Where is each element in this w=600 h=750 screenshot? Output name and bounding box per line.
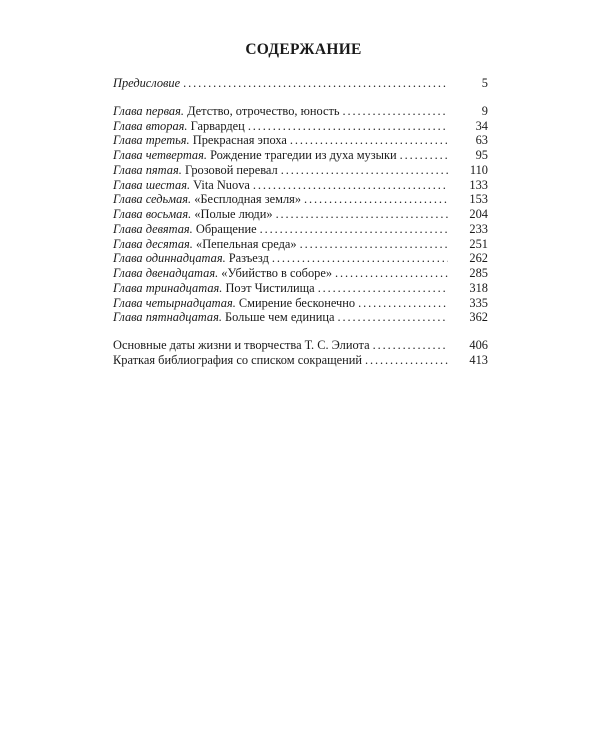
toc-entry-title: Смирение бесконечно bbox=[235, 295, 356, 310]
toc-dot-leader bbox=[338, 310, 449, 325]
toc-entry-title: Основные даты жизни и творчества Т. С. Элиота bbox=[113, 338, 370, 352]
toc-entry-chapter-number: Глава четвертая. bbox=[113, 148, 207, 162]
toc-dot-leader bbox=[276, 207, 448, 222]
toc-dot-leader bbox=[373, 338, 448, 353]
toc-appendix-block bbox=[113, 338, 488, 368]
toc-entry-title: «Пепельная среда» bbox=[192, 236, 297, 251]
toc-entry-label bbox=[113, 76, 180, 91]
toc-entry-label bbox=[113, 281, 315, 296]
toc-entry-appendix bbox=[113, 353, 488, 368]
toc-entry-page-number: 63 bbox=[475, 133, 488, 148]
toc-page bbox=[113, 40, 488, 368]
toc-title: СОДЕРЖАНИЕ bbox=[245, 41, 362, 58]
toc-entry-page-number: 95 bbox=[475, 148, 488, 162]
toc-entry-page-number: 413 bbox=[469, 352, 488, 367]
toc-entry-page-number: 285 bbox=[469, 266, 488, 280]
toc-entry-chapter-number: Глава первая. bbox=[113, 103, 184, 118]
toc-entry-chapter bbox=[113, 163, 488, 178]
toc-chapters-block bbox=[113, 104, 488, 325]
toc-entry-title: Рождение трагедии из духа музыки bbox=[206, 148, 397, 162]
toc-entry-chapter bbox=[113, 266, 488, 281]
toc-entry-title: «Бесплодная земля» bbox=[191, 192, 302, 207]
toc-entry-chapter bbox=[113, 251, 488, 266]
toc-entry-chapter bbox=[113, 296, 488, 311]
toc-dot-leader bbox=[335, 266, 448, 281]
toc-entry-title: Гарвардец bbox=[187, 118, 245, 133]
toc-entry-label bbox=[113, 104, 340, 119]
toc-entry-page-number: 204 bbox=[469, 207, 488, 221]
toc-entry-page-number: 233 bbox=[469, 221, 488, 236]
toc-entry-title: «Убийство в соборе» bbox=[218, 266, 333, 280]
toc-entry-page-number: 318 bbox=[469, 280, 488, 295]
toc-entry-label bbox=[113, 296, 355, 311]
toc-dot-leader bbox=[253, 178, 448, 193]
toc-entry-label bbox=[113, 163, 278, 178]
toc-entry-page-number: 406 bbox=[469, 338, 488, 352]
toc-gap bbox=[113, 91, 488, 104]
toc-dot-leader bbox=[365, 353, 448, 368]
toc-entry-chapter bbox=[113, 222, 488, 237]
toc-entry-chapter-number: Глава одиннадцатая. bbox=[113, 251, 226, 266]
toc-dot-leader bbox=[260, 222, 448, 237]
toc-entry-page-number: 251 bbox=[469, 236, 488, 251]
toc-entry-title: Прекрасная эпоха bbox=[189, 133, 287, 148]
toc-entry-page-number: 335 bbox=[469, 295, 488, 310]
toc-dot-leader bbox=[290, 133, 448, 148]
toc-entry-chapter bbox=[113, 178, 488, 193]
toc-entry-page-number: 153 bbox=[469, 192, 488, 207]
toc-entry-appendix bbox=[113, 338, 488, 353]
toc-dot-leader bbox=[183, 76, 448, 91]
toc-entry-chapter bbox=[113, 148, 488, 163]
toc-entry-title: Поэт Чистилища bbox=[222, 280, 315, 295]
toc-dot-leader bbox=[343, 104, 448, 119]
toc-entry-chapter-number: Глава десятая. bbox=[113, 236, 193, 251]
toc-entry-chapter-number: Глава восьмая. bbox=[113, 207, 192, 221]
toc-entry-label bbox=[113, 192, 301, 207]
toc-entry-title: Краткая библиография со списком сокращений bbox=[113, 352, 363, 367]
toc-dot-leader bbox=[300, 237, 448, 252]
toc-entry-title: Обращение bbox=[192, 221, 257, 236]
toc-entry-page-number: 262 bbox=[469, 251, 488, 266]
toc-entry-chapter bbox=[113, 192, 488, 207]
toc-entry-chapter-number: Глава вторая. bbox=[113, 118, 188, 133]
toc-entry-label bbox=[113, 148, 397, 163]
toc-dot-leader bbox=[281, 163, 448, 178]
toc-entry-label bbox=[113, 310, 335, 325]
toc-entry-label bbox=[113, 178, 250, 193]
toc-entry-chapter bbox=[113, 281, 488, 296]
toc-entry-chapter-number: Глава двенадцатая. bbox=[113, 266, 219, 280]
toc-dot-leader bbox=[272, 251, 448, 266]
toc-entry-title: Грозовой перевал bbox=[181, 162, 278, 177]
toc-entry-label bbox=[113, 222, 257, 237]
toc-entry-title: Детство, отрочество, юность bbox=[183, 103, 340, 118]
toc-dot-leader bbox=[400, 148, 448, 163]
toc-entry-label bbox=[113, 207, 273, 222]
toc-entry-label bbox=[113, 353, 362, 368]
toc-entry-chapter bbox=[113, 237, 488, 252]
toc-entry-chapter-number: Глава девятая. bbox=[113, 221, 193, 236]
toc-entry-label bbox=[113, 266, 332, 281]
toc-entry-preface bbox=[113, 76, 488, 91]
toc-entry-chapter bbox=[113, 310, 488, 325]
toc-entry-page-number: 133 bbox=[469, 177, 488, 192]
toc-entry-label bbox=[113, 119, 245, 134]
toc-entry-chapter-number: Глава тринадцатая. bbox=[113, 280, 223, 295]
toc-entry-label bbox=[113, 133, 287, 148]
toc-entry-page-number: 362 bbox=[469, 310, 488, 325]
toc-dot-leader bbox=[304, 192, 448, 207]
toc-dot-leader bbox=[358, 296, 448, 311]
toc-entry-title: Vita Nuova bbox=[190, 177, 250, 192]
toc-entry-page-number: 34 bbox=[475, 118, 488, 133]
toc-entry-page-number: 9 bbox=[481, 103, 488, 118]
toc-entry-title: «Полые люди» bbox=[191, 207, 273, 221]
toc-entry-label bbox=[113, 338, 370, 353]
toc-dot-leader bbox=[248, 119, 448, 134]
toc-entry-title: Разъезд bbox=[225, 251, 269, 266]
toc-gap bbox=[113, 325, 488, 338]
toc-entry-chapter bbox=[113, 104, 488, 119]
toc-entry-title: Больше чем единица bbox=[221, 310, 335, 325]
toc-dot-leader bbox=[318, 281, 448, 296]
toc-entry-page-number: 5 bbox=[481, 76, 488, 90]
toc-entry-chapter-number: Глава третья. bbox=[113, 133, 190, 148]
toc-entry-chapter bbox=[113, 207, 488, 222]
toc-entry-label bbox=[113, 237, 297, 252]
toc-entry-label bbox=[113, 251, 269, 266]
toc-entry-chapter-number: Предисловие bbox=[113, 76, 181, 90]
toc-entry-chapter bbox=[113, 133, 488, 148]
toc-entry-chapter-number: Глава четырнадцатая. bbox=[113, 295, 236, 310]
toc-entry-chapter-number: Глава пятнадцатая. bbox=[113, 310, 222, 325]
toc-entry-chapter bbox=[113, 119, 488, 134]
toc-entry-chapter-number: Глава пятая. bbox=[113, 162, 182, 177]
toc-entry-chapter-number: Глава шестая. bbox=[113, 177, 191, 192]
toc-preface-block bbox=[113, 76, 488, 91]
toc-entry-page-number: 110 bbox=[469, 162, 488, 177]
toc-entry-chapter-number: Глава седьмая. bbox=[113, 192, 192, 207]
